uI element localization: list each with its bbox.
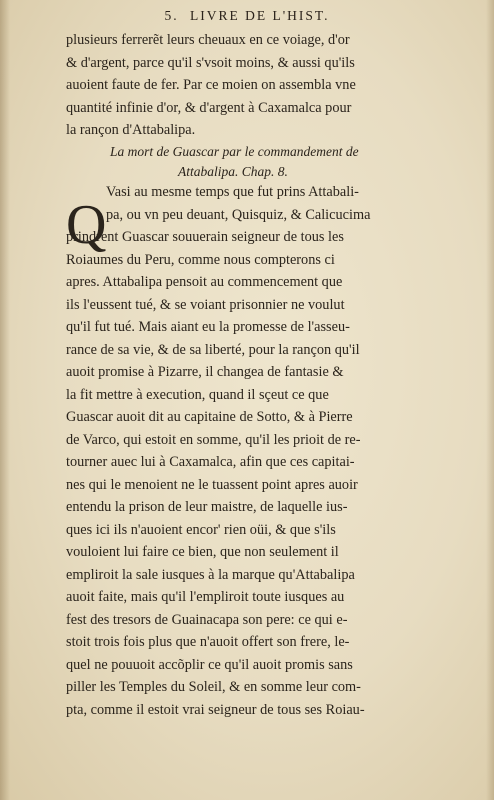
text-line: nes qui le menoient ne le tuassent point apres auoir — [66, 476, 358, 493]
text-line: tourner auec lui à Caxamalca, afin que ces capitai- — [66, 454, 355, 470]
drop-cap: Q — [66, 194, 107, 256]
text-line: piller les Temples du Soleil, & en somme leur com- — [66, 679, 361, 695]
text-line: Roiaumes du Peru, comme nous compterons ci — [66, 251, 335, 268]
chapter-heading — [66, 142, 461, 182]
text-line: quantité infinie d'or, & d'argent à Caxamalca pour — [66, 99, 352, 116]
text-line: quel ne pouuoit accõplir ce qu'il auoit promis sans — [66, 656, 353, 673]
top-paragraph — [66, 29, 461, 142]
text-line: entendu la prison de leur maistre, de laquelle ius- — [66, 499, 348, 515]
running-title: LIVRE DE L'HIST. — [189, 8, 330, 23]
text-line: qu'il fut tué. Mais aiant eu la promesse de l'asseu- — [66, 319, 350, 335]
text-line: empliroit la sale iusques à la marque qu'Attabalipa — [66, 566, 355, 583]
chapter-heading-line: Attabalipa. Chap. 8. — [178, 164, 288, 179]
text-line: stoit trois fois plus que n'auoit offert son frere, le- — [66, 634, 350, 650]
text-line: auoient faute de fer. Par ce moien on assembla vne — [66, 77, 356, 93]
text-line: rance de sa vie, & de sa liberté, pour la rançon qu'il — [66, 341, 360, 358]
text-line: pta, comme il estoit vrai seigneur de tous ses Roiau- — [66, 701, 365, 718]
folio-number: 5. — [164, 8, 179, 23]
text-line: auoit promise à Pizarre, il changea de fantasie & — [66, 364, 344, 380]
text-line: apres. Attabalipa pensoit au commencement que — [66, 274, 343, 290]
chapter-paragraph — [66, 181, 461, 721]
text-line: prindrent Guascar souuerain seigneur de tous les — [66, 229, 344, 245]
chapter-heading-line: La mort de Guascar par le commandement de — [110, 144, 359, 159]
text-line: Guascar auoit dit au capitaine de Sotto, & à Pierre — [66, 409, 353, 425]
text-line: plusieurs ferrerẽt leurs cheuaux en ce voiage, d'or — [66, 32, 350, 48]
running-head — [0, 8, 494, 24]
gutter-shadow — [0, 0, 10, 800]
text-line: pa, ou vn peu deuant, Quisquiz, & Calicucima — [106, 206, 371, 223]
text-line: & d'argent, parce qu'il s'vsoit moins, & aussi qu'ils — [66, 54, 355, 71]
text-line: fest des tresors de Guainacapa son pere: ce qui e- — [66, 611, 348, 628]
text-line: Vasi au mesme temps que fut prins Attabali- — [106, 184, 359, 200]
text-line: la rançon d'Attabalipa. — [66, 122, 196, 138]
text-line: la fit mettre à execution, quand il sçeut ce que — [66, 386, 329, 403]
edge-shadow — [486, 0, 494, 800]
text-line: de Varco, qui estoit en somme, qu'il les prioit de re- — [66, 431, 361, 448]
text-line: ils l'eussent tué, & se voiant prisonnier ne voulut — [66, 296, 345, 313]
text-line: vouloient lui faire ce bien, que non seulement il — [66, 544, 339, 560]
text-line: auoit faite, mais qu'il l'empliroit toute iusques au — [66, 589, 345, 605]
text-line: ques ici ils n'auoient encor' rien oüi, & que s'ils — [66, 521, 336, 538]
